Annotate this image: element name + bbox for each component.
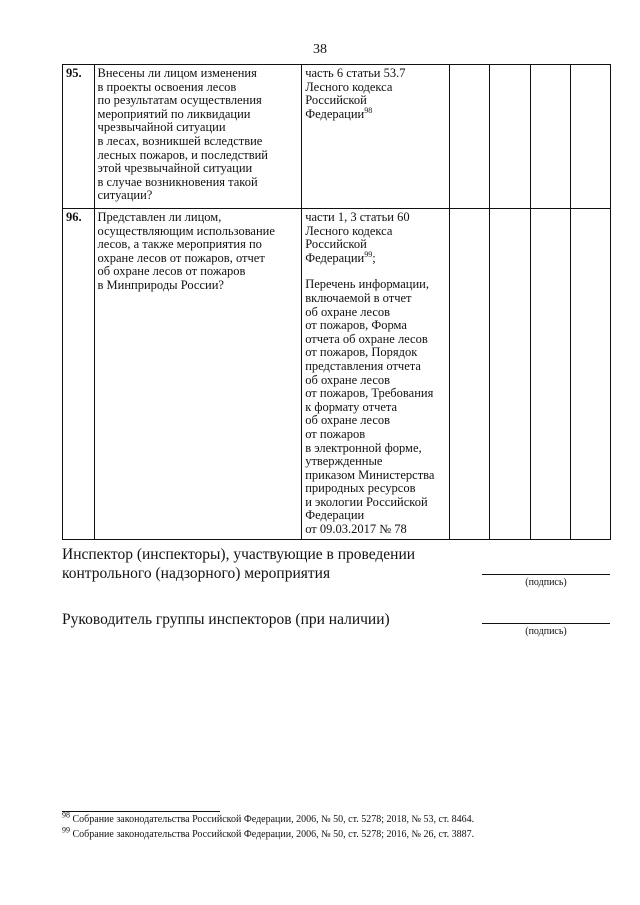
reference-line: природных ресурсов	[305, 481, 416, 496]
reference-line: об охране лесов	[305, 372, 391, 387]
reference-line: и экологии Российской	[305, 494, 428, 509]
question-line: чрезвычайной ситуации	[97, 120, 226, 135]
question-line: в случае возникновения такой	[97, 174, 258, 189]
page-number: 38	[313, 42, 327, 57]
question-line: охране лесов от пожаров, отчет	[97, 250, 265, 265]
question-line: осуществляющим использование	[97, 223, 275, 238]
question-line: в Минприроды России?	[97, 277, 224, 292]
question-line: об охране лесов от пожаров	[97, 264, 246, 279]
answer-cell-no	[490, 209, 530, 540]
reference-suffix: ;	[372, 250, 376, 265]
question-cell	[94, 65, 302, 209]
answer-cell-notes	[570, 65, 610, 209]
reference-line	[305, 105, 446, 122]
reference-line: часть 6 статьи 53.7	[305, 66, 406, 80]
reference-text: Федерации	[305, 250, 365, 265]
question-line: лесных пожаров, и последствий	[97, 147, 268, 162]
reference-line: Перечень информации,	[305, 277, 429, 292]
footnote-separator	[62, 811, 220, 812]
answer-cell-yes	[450, 209, 490, 540]
answer-cell-no	[490, 65, 530, 209]
reference-line: включаемой в отчет	[305, 290, 412, 305]
footnote	[62, 825, 475, 841]
table-row	[63, 209, 611, 540]
table-row	[63, 65, 611, 209]
reference-line: Федерации	[305, 508, 365, 523]
reference-line: части 1, 3 статьи 60	[305, 210, 410, 224]
reference-line: к формату отчета	[305, 399, 398, 414]
inspector-label-line: контрольного (надзорного) мероприятия	[62, 565, 331, 582]
reference-line: Российской	[305, 93, 367, 108]
reference-line: от пожаров, Форма	[305, 318, 407, 333]
legal-reference-cell	[302, 209, 450, 540]
reference-line: от пожаров	[305, 426, 366, 441]
reference-line	[305, 249, 446, 266]
question-line: Представлен ли лицом,	[97, 210, 222, 224]
inspector-signature-caption: (подпись)	[525, 577, 567, 588]
question-line: ситуации?	[97, 188, 153, 203]
question-line: лесов, а также мероприятия по	[97, 237, 262, 252]
footnote-mark: 99	[62, 825, 70, 835]
reference-text: Федерации	[305, 106, 365, 121]
footnote	[62, 810, 475, 826]
reference-line: представления отчета	[305, 358, 421, 373]
question-line: Внесены ли лицом изменения	[97, 66, 257, 80]
answer-cell-yes	[450, 65, 490, 209]
reference-line: утвержденные	[305, 454, 383, 469]
group-leader-signature-line	[482, 623, 610, 624]
checklist-table	[62, 64, 611, 540]
footnote-text: Собрание законодательства Российской Федерации, 2006, № 50, ст. 5278; 2016, № 26, ст. 3887.	[72, 829, 475, 840]
question-line: по результатам осуществления	[97, 93, 262, 108]
reference-line: от 09.03.2017 № 78	[305, 522, 407, 537]
reference-line: об охране лесов	[305, 413, 391, 428]
footnote-marker: 99	[364, 249, 373, 259]
answer-cell-not-applicable	[530, 65, 570, 209]
group-leader-signature-caption: (подпись)	[525, 626, 567, 637]
reference-line: от пожаров, Требования	[305, 386, 434, 401]
row-number: 95.	[63, 65, 95, 209]
answer-cell-not-applicable	[530, 209, 570, 540]
inspector-signature-label	[62, 545, 415, 583]
question-cell	[94, 209, 302, 540]
reference-line: приказом Министерства	[305, 467, 435, 482]
reference-line: в электронной форме,	[305, 440, 422, 455]
footnote-text: Собрание законодательства Российской Федерации, 2006, № 50, ст. 5278; 2018, № 53, ст. 8464.	[72, 814, 475, 825]
question-line: в проекты освоения лесов	[97, 79, 237, 94]
legal-reference-cell	[302, 65, 450, 209]
reference-line: отчета об охране лесов	[305, 331, 428, 346]
footnote-mark: 98	[62, 810, 70, 820]
reference-line: Лесного кодекса	[305, 79, 393, 94]
row-number: 96.	[63, 209, 95, 540]
inspector-label-line: Инспектор (инспекторы), участвующие в проведении	[62, 546, 416, 563]
reference-line: Лесного кодекса	[305, 223, 393, 238]
reference-line: об охране лесов	[305, 304, 391, 319]
inspector-signature-line	[482, 574, 610, 575]
question-line: этой чрезвычайной ситуации	[97, 161, 253, 176]
reference-line: от пожаров, Порядок	[305, 345, 418, 360]
question-line: в лесах, возникшей вследствие	[97, 133, 263, 148]
question-line: мероприятий по ликвидации	[97, 106, 251, 121]
reference-line: Российской	[305, 237, 367, 252]
group-leader-signature-label: Руководитель группы инспекторов (при наличии)	[62, 611, 390, 628]
answer-cell-notes	[570, 209, 610, 540]
footnote-marker: 98	[364, 105, 373, 115]
